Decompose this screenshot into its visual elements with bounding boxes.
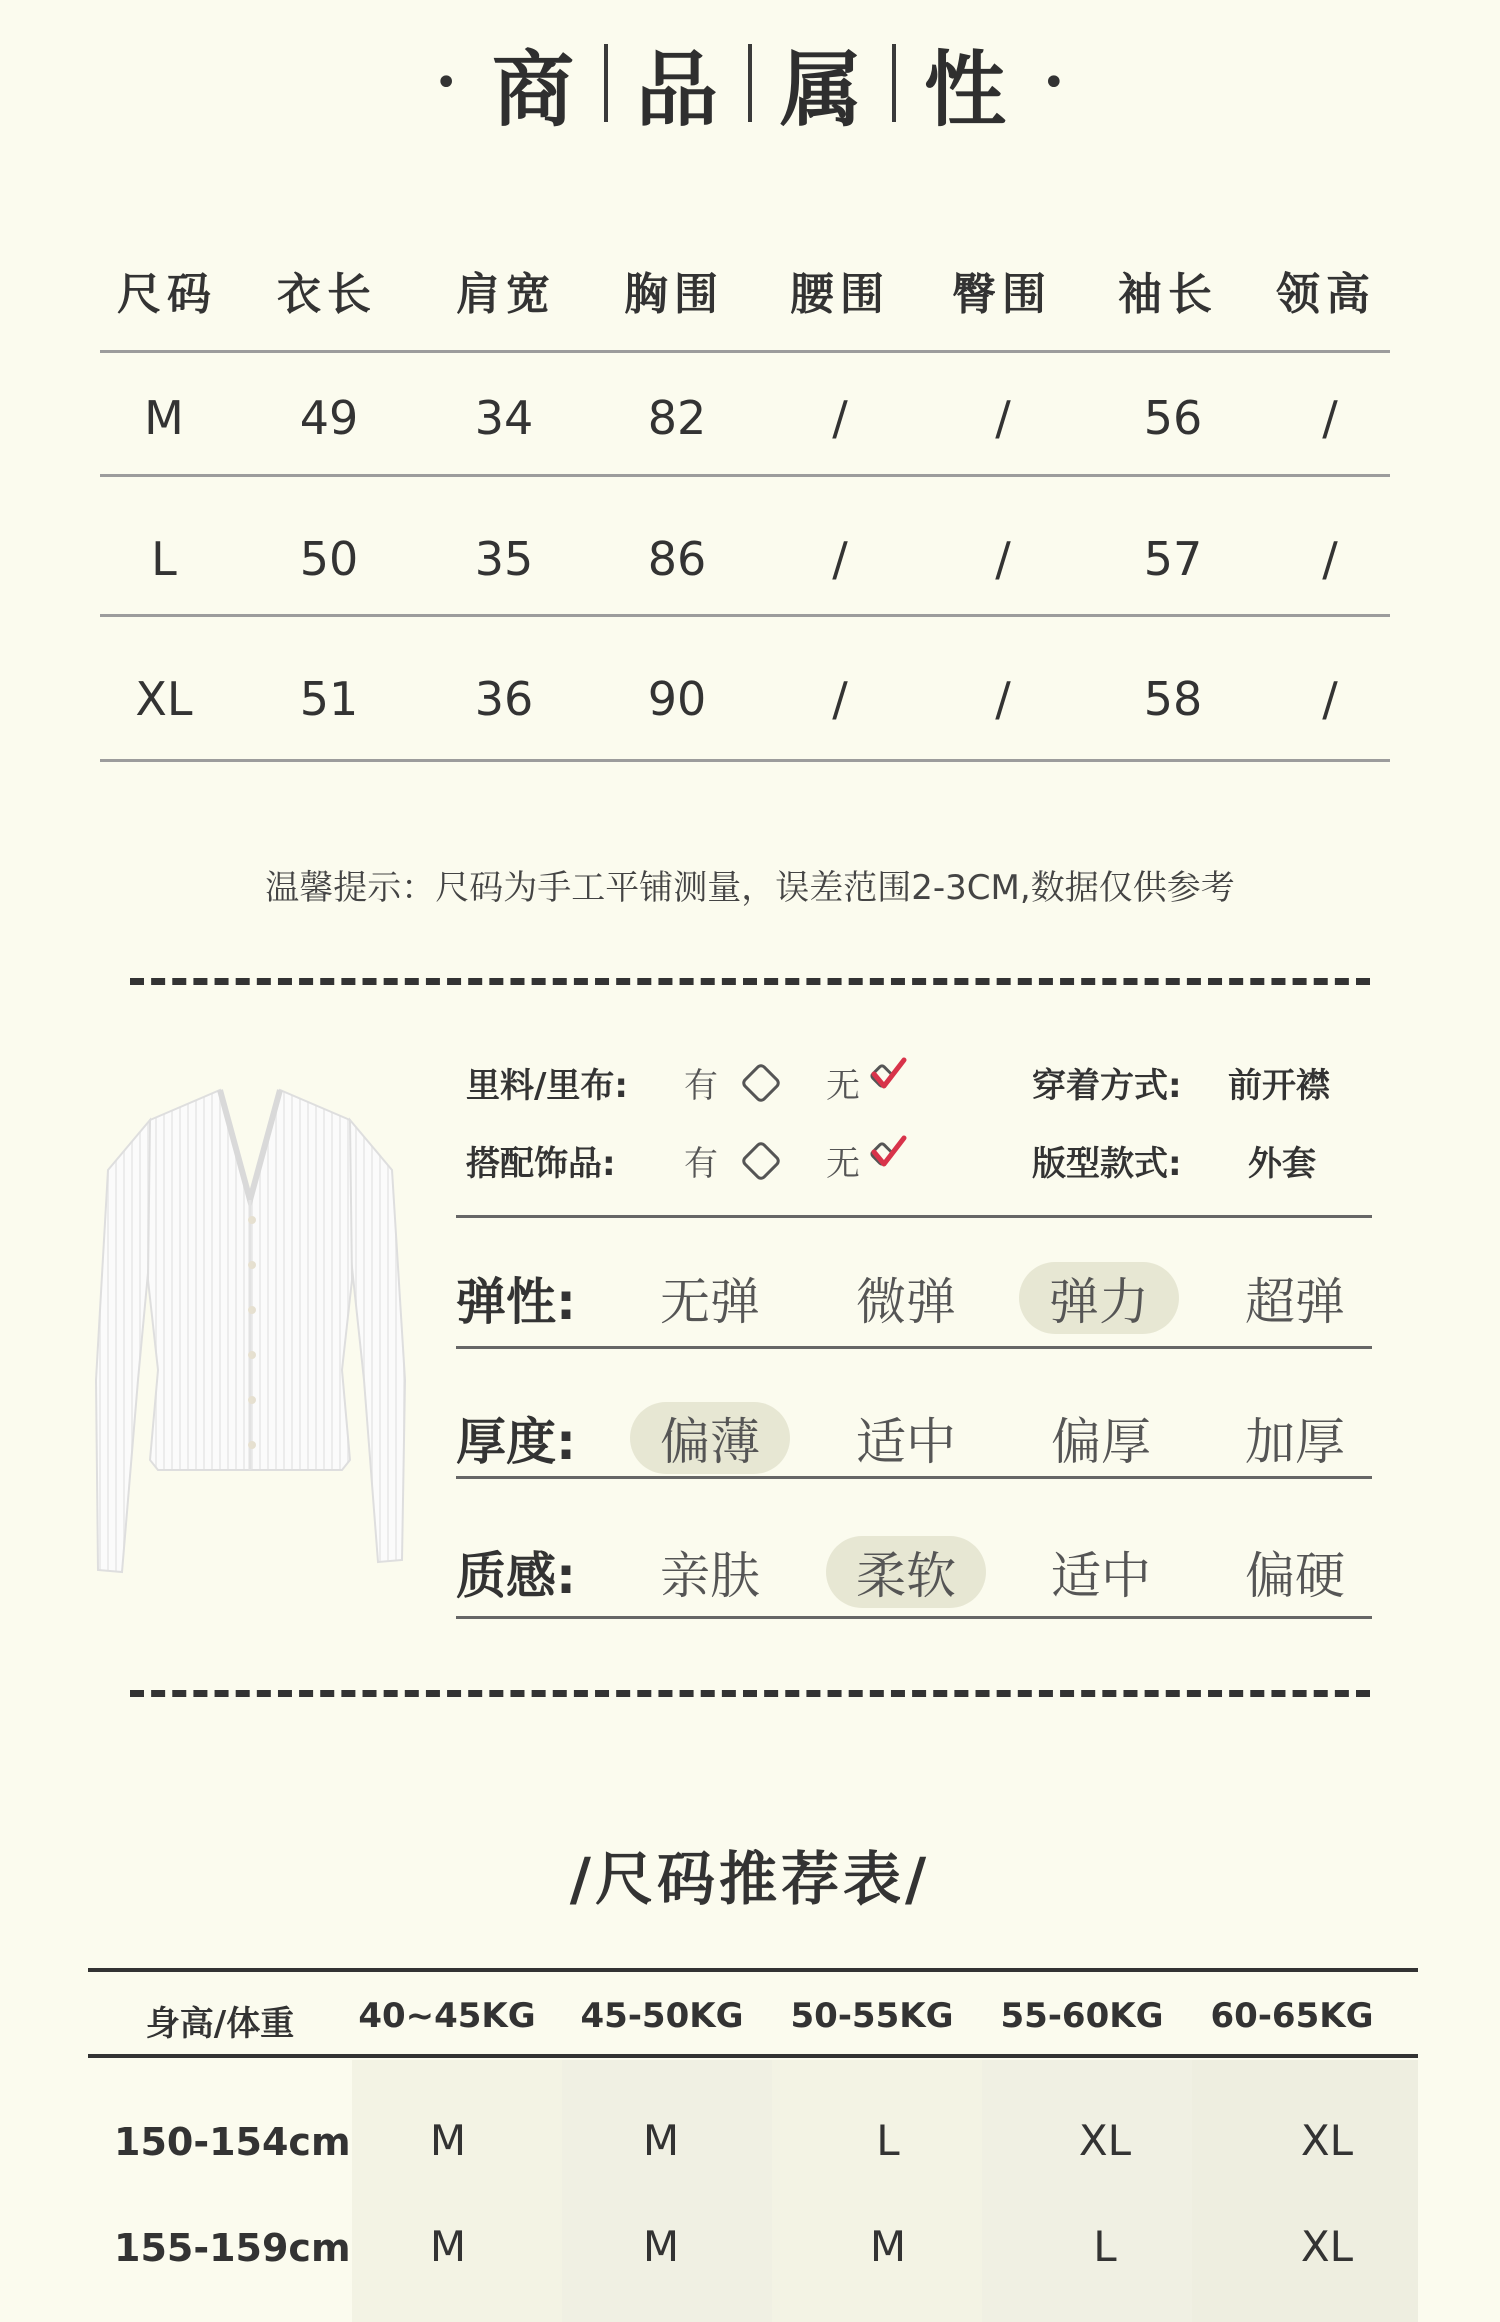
weight-header: 45-50KG (580, 1996, 744, 2036)
accessory-yes-label: 有 (684, 1144, 718, 1184)
column-shade (772, 2060, 982, 2322)
column-shade (562, 2060, 772, 2322)
texture-option: 适中 (1051, 1547, 1151, 1605)
table-cell: M (144, 391, 184, 445)
column-header: 臀围 (952, 269, 1052, 320)
thickness-option: 适中 (856, 1413, 956, 1471)
table-cell: / (995, 391, 1011, 445)
table-cell: 35 (474, 532, 534, 586)
table-cell: L (151, 532, 177, 586)
thickness-label: 厚度: (456, 1413, 576, 1471)
size-cell: M (869, 2222, 907, 2271)
table-cell: 56 (1143, 391, 1203, 445)
texture-option-selected: 柔软 (826, 1536, 986, 1608)
size-cell: M (429, 2222, 467, 2271)
lining-label: 里料/里布: (466, 1066, 629, 1106)
lining-yes-label: 有 (684, 1066, 718, 1106)
texture-option: 偏硬 (1245, 1547, 1345, 1605)
table-cell: 90 (647, 672, 707, 726)
title-char: 商 (491, 41, 576, 138)
title-char: 属 (780, 41, 865, 138)
size-recommendation-title: /尺码推荐表/ (569, 1845, 931, 1913)
title-dot-right: • (1042, 60, 1066, 106)
texture-label: 质感: (456, 1547, 576, 1605)
thickness-option-selected: 偏薄 (630, 1402, 790, 1474)
column-shade (982, 2060, 1192, 2322)
height-label: 150-154cm (114, 2120, 351, 2164)
attribute-divider (456, 1346, 1372, 1349)
elasticity-option: 微弹 (856, 1273, 956, 1331)
column-header: 腰围 (790, 269, 890, 320)
table-divider (100, 759, 1390, 762)
table-cell: 58 (1143, 672, 1203, 726)
table-header-border (88, 2054, 1418, 2058)
weight-header: 55-60KG (1000, 1996, 1164, 2036)
table-cell: / (1322, 532, 1338, 586)
column-header: 袖长 (1118, 269, 1218, 320)
elasticity-option: 无弹 (660, 1273, 760, 1331)
size-cell: XL (1300, 2222, 1354, 2271)
title-char: 品 (635, 41, 720, 138)
size-cell: L (1093, 2222, 1117, 2271)
table-cell: / (995, 532, 1011, 586)
wear-method-value: 前开襟 (1228, 1066, 1330, 1106)
column-header: 领高 (1276, 269, 1376, 320)
weight-header: 60-65KG (1210, 1996, 1374, 2036)
checked-icon (868, 1134, 908, 1174)
column-shade (352, 2060, 562, 2322)
cardigan-image (80, 1080, 420, 1580)
size-cell: XL (1078, 2116, 1132, 2165)
table-cell: XL (135, 672, 193, 726)
attribute-divider (456, 1215, 1372, 1218)
thickness-option: 加厚 (1245, 1413, 1345, 1471)
weight-header: 40~45KG (358, 1996, 536, 2036)
measurement-tip: 温馨提示：尺码为手工平铺测量，误差范围2-3CM,数据仅供参考 (265, 868, 1235, 908)
section-title-product-attributes (0, 28, 1500, 138)
table-cell: 82 (647, 391, 707, 445)
table-cell: / (832, 391, 848, 445)
style-type-label: 版型款式: (1032, 1144, 1182, 1184)
table-cell: 36 (474, 672, 534, 726)
checked-icon (868, 1056, 908, 1096)
column-header: 衣长 (277, 269, 377, 320)
table-top-border (88, 1968, 1418, 1972)
table-cell: 51 (299, 672, 359, 726)
column-header: 胸围 (624, 269, 724, 320)
title-dot-left: • (434, 60, 458, 106)
size-cell: M (429, 2116, 467, 2165)
dashed-divider (130, 978, 1370, 985)
column-header: 尺码 (117, 269, 217, 320)
table-cell: / (995, 672, 1011, 726)
weight-header: 50-55KG (790, 1996, 954, 2036)
table-cell: 57 (1143, 532, 1203, 586)
accessory-label: 搭配饰品: (466, 1144, 616, 1184)
elasticity-option-selected: 弹力 (1019, 1262, 1179, 1334)
size-cell: M (642, 2116, 680, 2165)
unchecked-circle-icon (740, 1140, 782, 1182)
height-label: 155-159cm (114, 2226, 351, 2270)
column-shade (1192, 2060, 1418, 2322)
elasticity-label: 弹性: (456, 1273, 576, 1331)
size-cell: M (642, 2222, 680, 2271)
size-cell: L (876, 2116, 900, 2165)
table-cell: / (832, 532, 848, 586)
table-cell: 34 (474, 391, 534, 445)
style-type-value: 外套 (1248, 1144, 1316, 1184)
attribute-divider (456, 1616, 1372, 1619)
wear-method-label: 穿着方式: (1032, 1066, 1182, 1106)
table-cell: 49 (299, 391, 359, 445)
thickness-option: 偏厚 (1051, 1413, 1151, 1471)
table-cell: 86 (647, 532, 707, 586)
table-cell: / (832, 672, 848, 726)
texture-option: 亲肤 (660, 1547, 760, 1605)
accessory-no-label: 无 (826, 1144, 860, 1184)
title-char: 性 (924, 41, 1009, 138)
unchecked-circle-icon (740, 1062, 782, 1104)
size-recommendation-title-text: 尺码推荐表 (594, 1845, 905, 1913)
table-divider (100, 350, 1390, 353)
corner-header: 身高/体重 (145, 2004, 295, 2044)
table-divider (100, 614, 1390, 617)
table-cell: / (1322, 672, 1338, 726)
attribute-divider (456, 1476, 1372, 1479)
elasticity-option: 超弹 (1245, 1273, 1345, 1331)
lining-no-label: 无 (826, 1066, 860, 1106)
size-cell: XL (1300, 2116, 1354, 2165)
table-cell: 50 (299, 532, 359, 586)
column-header: 肩宽 (456, 269, 556, 320)
dashed-divider (130, 1690, 1370, 1697)
table-divider (100, 474, 1390, 477)
table-cell: / (1322, 391, 1338, 445)
